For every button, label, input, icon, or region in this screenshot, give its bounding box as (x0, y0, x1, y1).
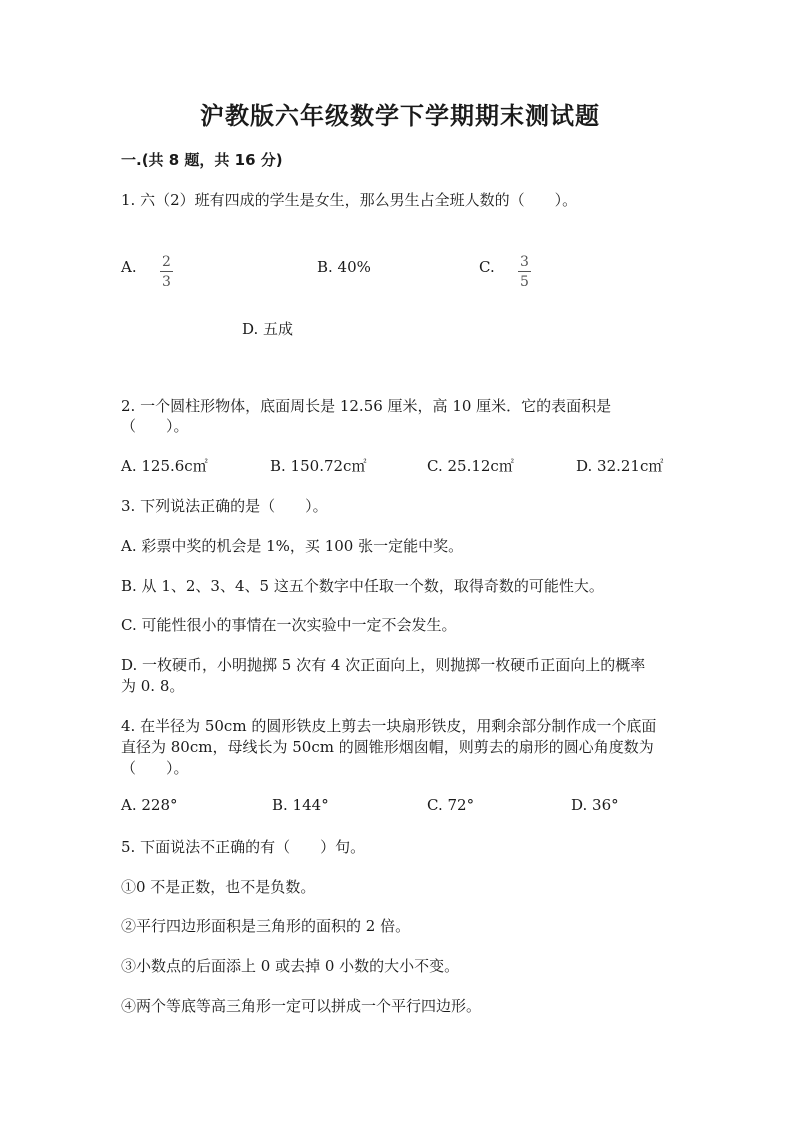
q4-option-b: B. 144° (272, 796, 329, 814)
q2-option-b: B. 150.72c㎡ (270, 457, 367, 475)
fraction-numerator: 2 (162, 254, 171, 270)
q5-stem: 5. 下面说法不正确的有（ ）句。 (121, 838, 366, 856)
q4-stem-line3: （ ）。 (121, 759, 189, 777)
page-title: 沪教版六年级数学下学期期末测试题 (200, 101, 600, 130)
q5-statement-4: ④两个等底等高三角形一定可以拼成一个平行四边形。 (121, 997, 482, 1015)
q4-option-d: D. 36° (571, 796, 619, 814)
q1-option-a-label: A. (121, 258, 137, 276)
q3-option-d-line1: D. 一枚硬币，小明抛掷 5 次有 4 次正面向上，则抛掷一枚硬币正面向上的概率 (121, 656, 646, 674)
q1-option-d: D. 五成 (242, 320, 294, 338)
q1-option-a-fraction (160, 251, 173, 289)
q1-option-b: B. 40% (317, 258, 371, 276)
q2-stem-line2: （ ）。 (121, 417, 189, 435)
q3-option-a: A. 彩票中奖的机会是 1%，买 100 张一定能中奖。 (121, 537, 464, 555)
q3-option-d-line2: 为 0. 8。 (121, 677, 185, 695)
q1-stem: 1. 六（2）班有四成的学生是女生，那么男生占全班人数的（ ）。 (121, 191, 578, 209)
fraction-numerator: 3 (520, 254, 529, 270)
q4-option-c: C. 72° (427, 796, 475, 814)
section-heading: 一.(共 8 题，共 16 分) (121, 151, 283, 169)
q5-statement-3: ③小数点的后面添上 0 或去掉 0 小数的大小不变。 (121, 957, 460, 975)
fraction-denominator: 3 (162, 274, 171, 290)
q1-option-c-label: C. (479, 258, 495, 276)
q4-option-a: A. 228° (121, 796, 178, 814)
q3-option-c: C. 可能性很小的事情在一次实验中一定不会发生。 (121, 616, 457, 634)
q4-stem-line2: 直径为 80cm，母线长为 50cm 的圆锥形烟囱帽，则剪去的扇形的圆心角度数为 (121, 738, 654, 756)
q5-statement-1: ①0 不是正数，也不是负数。 (121, 878, 316, 896)
q1-option-c-fraction (518, 251, 531, 289)
fraction-denominator: 5 (520, 274, 529, 290)
q2-option-d: D. 32.21c㎡ (576, 457, 664, 475)
q2-option-a: A. 125.6c㎡ (121, 457, 208, 475)
q3-option-b: B. 从 1、2、3、4、5 这五个数字中任取一个数，取得奇数的可能性大。 (121, 577, 604, 595)
q3-stem: 3. 下列说法正确的是（ ）。 (121, 497, 328, 515)
q2-option-c: C. 25.12c㎡ (427, 457, 514, 475)
q5-statement-2: ②平行四边形面积是三角形的面积的 2 倍。 (121, 917, 411, 935)
q4-stem-line1: 4. 在半径为 50cm 的圆形铁皮上剪去一块扇形铁皮，用剩余部分制作成一个底面 (121, 717, 657, 735)
q2-stem-line1: 2. 一个圆柱形物体，底面周长是 12.56 厘米，高 10 厘米．它的表面积是 (121, 397, 612, 415)
